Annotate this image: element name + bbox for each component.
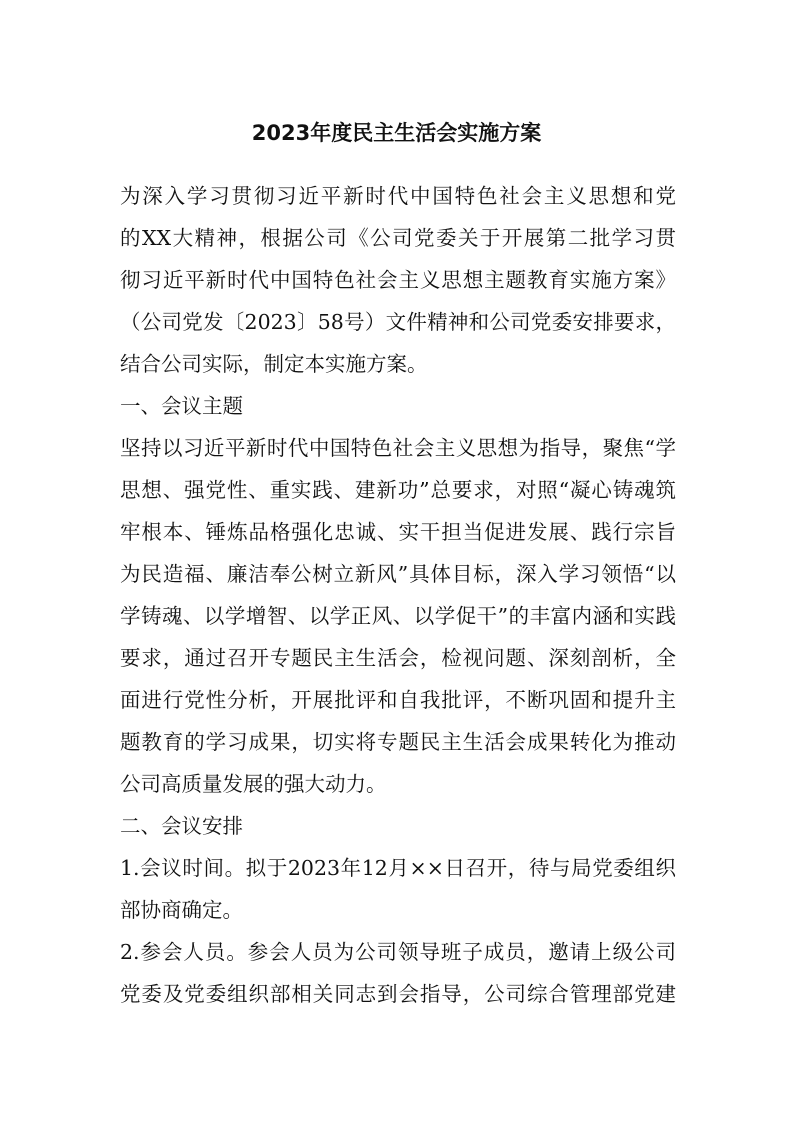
paragraph-line: 题教育的学习成果，切实将专题民主生活会成果转化为推动	[120, 730, 676, 754]
section-heading: 一、会议主题	[120, 394, 243, 418]
paragraph-line: 学铸魂、以学增智、以学正风、以学促干”的丰富内涵和实践	[120, 604, 676, 628]
document-title: 2023年度民主生活会实施方案	[251, 121, 542, 145]
paragraph-line: 党委及党委组织部相关同志到会指导，公司综合管理部党建	[120, 982, 676, 1006]
section-heading: 二、会议安排	[120, 814, 243, 838]
paragraph-line: 为民造福、廉洁奉公树立新风”具体目标，深入学习领悟“以	[120, 562, 676, 586]
paragraph-line: （公司党发〔2023〕58号）文件精神和公司党委安排要求，	[120, 310, 676, 334]
paragraph-line: 的XX大精神，根据公司《公司党委关于开展第二批学习贯	[120, 226, 676, 250]
paragraph-line: 1.会议时间。拟于2023年12月××日召开，待与局党委组织	[120, 856, 676, 880]
paragraph-line: 牢根本、锤炼品格强化忠诚、实干担当促进发展、践行宗旨	[120, 520, 676, 544]
paragraph-line: 2.参会人员。参会人员为公司领导班子成员，邀请上级公司	[120, 940, 676, 964]
paragraph-line: 结合公司实际，制定本实施方案。	[120, 352, 428, 376]
paragraph-line: 坚持以习近平新时代中国特色社会主义思想为指导，聚焦“学	[120, 436, 676, 460]
paragraph-line: 为深入学习贯彻习近平新时代中国特色社会主义思想和党	[120, 184, 676, 208]
paragraph-line: 面进行党性分析，开展批评和自我批评，不断巩固和提升主	[120, 688, 676, 712]
paragraph-line: 公司高质量发展的强大动力。	[120, 772, 387, 796]
paragraph-line: 彻习近平新时代中国特色社会主义思想主题教育实施方案》	[120, 268, 676, 292]
paragraph-line: 思想、强党性、重实践、建新功”总要求，对照“凝心铸魂筑	[120, 478, 676, 502]
paragraph-line: 部协商确定。	[120, 898, 243, 922]
paragraph-line: 要求，通过召开专题民主生活会，检视问题、深刻剖析，全	[120, 646, 676, 670]
